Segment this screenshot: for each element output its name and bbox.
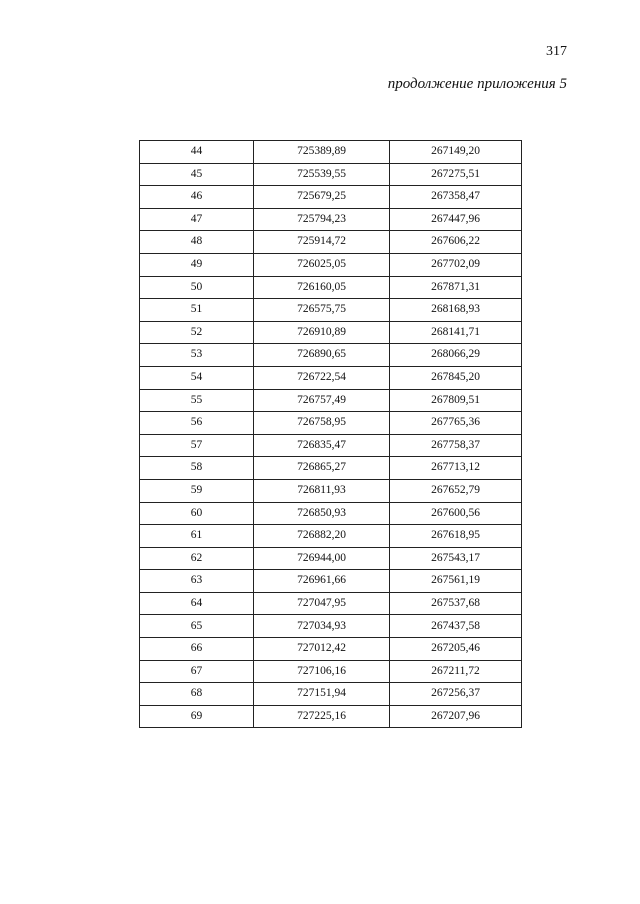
- y-coordinate-cell: 267447,96: [390, 208, 522, 231]
- x-coordinate-cell: 726835,47: [254, 434, 390, 457]
- y-coordinate-cell: 268141,71: [390, 321, 522, 344]
- x-coordinate-cell: 725389,89: [254, 141, 390, 164]
- point-number-cell: 57: [140, 434, 254, 457]
- y-coordinate-cell: 267256,37: [390, 683, 522, 706]
- point-number-cell: 65: [140, 615, 254, 638]
- y-coordinate-cell: 267211,72: [390, 660, 522, 683]
- y-coordinate-cell: 268066,29: [390, 344, 522, 367]
- table-row: [140, 366, 522, 389]
- point-number-cell: 61: [140, 525, 254, 548]
- table-row: [140, 253, 522, 276]
- x-coordinate-cell: 726865,27: [254, 457, 390, 480]
- table-row: [140, 208, 522, 231]
- point-number-cell: 51: [140, 299, 254, 322]
- table-row: [140, 389, 522, 412]
- table-row: [140, 479, 522, 502]
- point-number-cell: 66: [140, 638, 254, 661]
- x-coordinate-cell: 726961,66: [254, 570, 390, 593]
- y-coordinate-cell: 267149,20: [390, 141, 522, 164]
- y-coordinate-cell: 267537,68: [390, 592, 522, 615]
- x-coordinate-cell: 726910,89: [254, 321, 390, 344]
- y-coordinate-cell: 267275,51: [390, 163, 522, 186]
- point-number-cell: 44: [140, 141, 254, 164]
- point-number-cell: 47: [140, 208, 254, 231]
- point-number-cell: 46: [140, 186, 254, 209]
- y-coordinate-cell: 267561,19: [390, 570, 522, 593]
- point-number-cell: 60: [140, 502, 254, 525]
- page-number: 317: [546, 44, 567, 59]
- table-row: [140, 321, 522, 344]
- y-coordinate-cell: 267358,47: [390, 186, 522, 209]
- y-coordinate-cell: 267600,56: [390, 502, 522, 525]
- x-coordinate-cell: 726850,93: [254, 502, 390, 525]
- y-coordinate-cell: 267543,17: [390, 547, 522, 570]
- continuation-note: продолжение приложения 5: [387, 76, 567, 92]
- table-row: [140, 615, 522, 638]
- point-number-cell: 45: [140, 163, 254, 186]
- x-coordinate-cell: 727106,16: [254, 660, 390, 683]
- y-coordinate-cell: 267606,22: [390, 231, 522, 254]
- table-row: [140, 525, 522, 548]
- y-coordinate-cell: 267205,46: [390, 638, 522, 661]
- point-number-cell: 56: [140, 412, 254, 435]
- point-number-cell: 58: [140, 457, 254, 480]
- y-coordinate-cell: 267809,51: [390, 389, 522, 412]
- point-number-cell: 68: [140, 683, 254, 706]
- table-row: [140, 434, 522, 457]
- point-number-cell: 63: [140, 570, 254, 593]
- y-coordinate-cell: 267765,36: [390, 412, 522, 435]
- x-coordinate-cell: 727034,93: [254, 615, 390, 638]
- y-coordinate-cell: 267845,20: [390, 366, 522, 389]
- x-coordinate-cell: 725539,55: [254, 163, 390, 186]
- coordinates-table-body: [140, 141, 522, 728]
- x-coordinate-cell: 727225,16: [254, 705, 390, 728]
- point-number-cell: 54: [140, 366, 254, 389]
- y-coordinate-cell: 267871,31: [390, 276, 522, 299]
- point-number-cell: 50: [140, 276, 254, 299]
- point-number-cell: 62: [140, 547, 254, 570]
- table-row: [140, 638, 522, 661]
- table-row: [140, 457, 522, 480]
- table-row: [140, 412, 522, 435]
- table-row: [140, 231, 522, 254]
- table-row: [140, 163, 522, 186]
- coordinates-table: [139, 140, 522, 728]
- x-coordinate-cell: 726025,05: [254, 253, 390, 276]
- table-row: [140, 592, 522, 615]
- x-coordinate-cell: 725914,72: [254, 231, 390, 254]
- table-row: [140, 705, 522, 728]
- x-coordinate-cell: 726882,20: [254, 525, 390, 548]
- y-coordinate-cell: 267702,09: [390, 253, 522, 276]
- point-number-cell: 64: [140, 592, 254, 615]
- table-row: [140, 344, 522, 367]
- table-row: [140, 683, 522, 706]
- x-coordinate-cell: 726811,93: [254, 479, 390, 502]
- table-row: [140, 141, 522, 164]
- x-coordinate-cell: 726722,54: [254, 366, 390, 389]
- point-number-cell: 67: [140, 660, 254, 683]
- x-coordinate-cell: 727012,42: [254, 638, 390, 661]
- point-number-cell: 52: [140, 321, 254, 344]
- point-number-cell: 69: [140, 705, 254, 728]
- x-coordinate-cell: 726757,49: [254, 389, 390, 412]
- x-coordinate-cell: 726890,65: [254, 344, 390, 367]
- x-coordinate-cell: 726575,75: [254, 299, 390, 322]
- point-number-cell: 53: [140, 344, 254, 367]
- y-coordinate-cell: 267207,96: [390, 705, 522, 728]
- y-coordinate-cell: 267618,95: [390, 525, 522, 548]
- table-row: [140, 502, 522, 525]
- x-coordinate-cell: 727151,94: [254, 683, 390, 706]
- point-number-cell: 49: [140, 253, 254, 276]
- point-number-cell: 55: [140, 389, 254, 412]
- x-coordinate-cell: 726160,05: [254, 276, 390, 299]
- point-number-cell: 48: [140, 231, 254, 254]
- y-coordinate-cell: 267652,79: [390, 479, 522, 502]
- x-coordinate-cell: 726944,00: [254, 547, 390, 570]
- y-coordinate-cell: 268168,93: [390, 299, 522, 322]
- y-coordinate-cell: 267437,58: [390, 615, 522, 638]
- x-coordinate-cell: 726758,95: [254, 412, 390, 435]
- point-number-cell: 59: [140, 479, 254, 502]
- y-coordinate-cell: 267713,12: [390, 457, 522, 480]
- table-row: [140, 660, 522, 683]
- y-coordinate-cell: 267758,37: [390, 434, 522, 457]
- table-row: [140, 547, 522, 570]
- x-coordinate-cell: 725794,23: [254, 208, 390, 231]
- table-row: [140, 276, 522, 299]
- x-coordinate-cell: 725679,25: [254, 186, 390, 209]
- table-row: [140, 186, 522, 209]
- table-row: [140, 299, 522, 322]
- table-row: [140, 570, 522, 593]
- x-coordinate-cell: 727047,95: [254, 592, 390, 615]
